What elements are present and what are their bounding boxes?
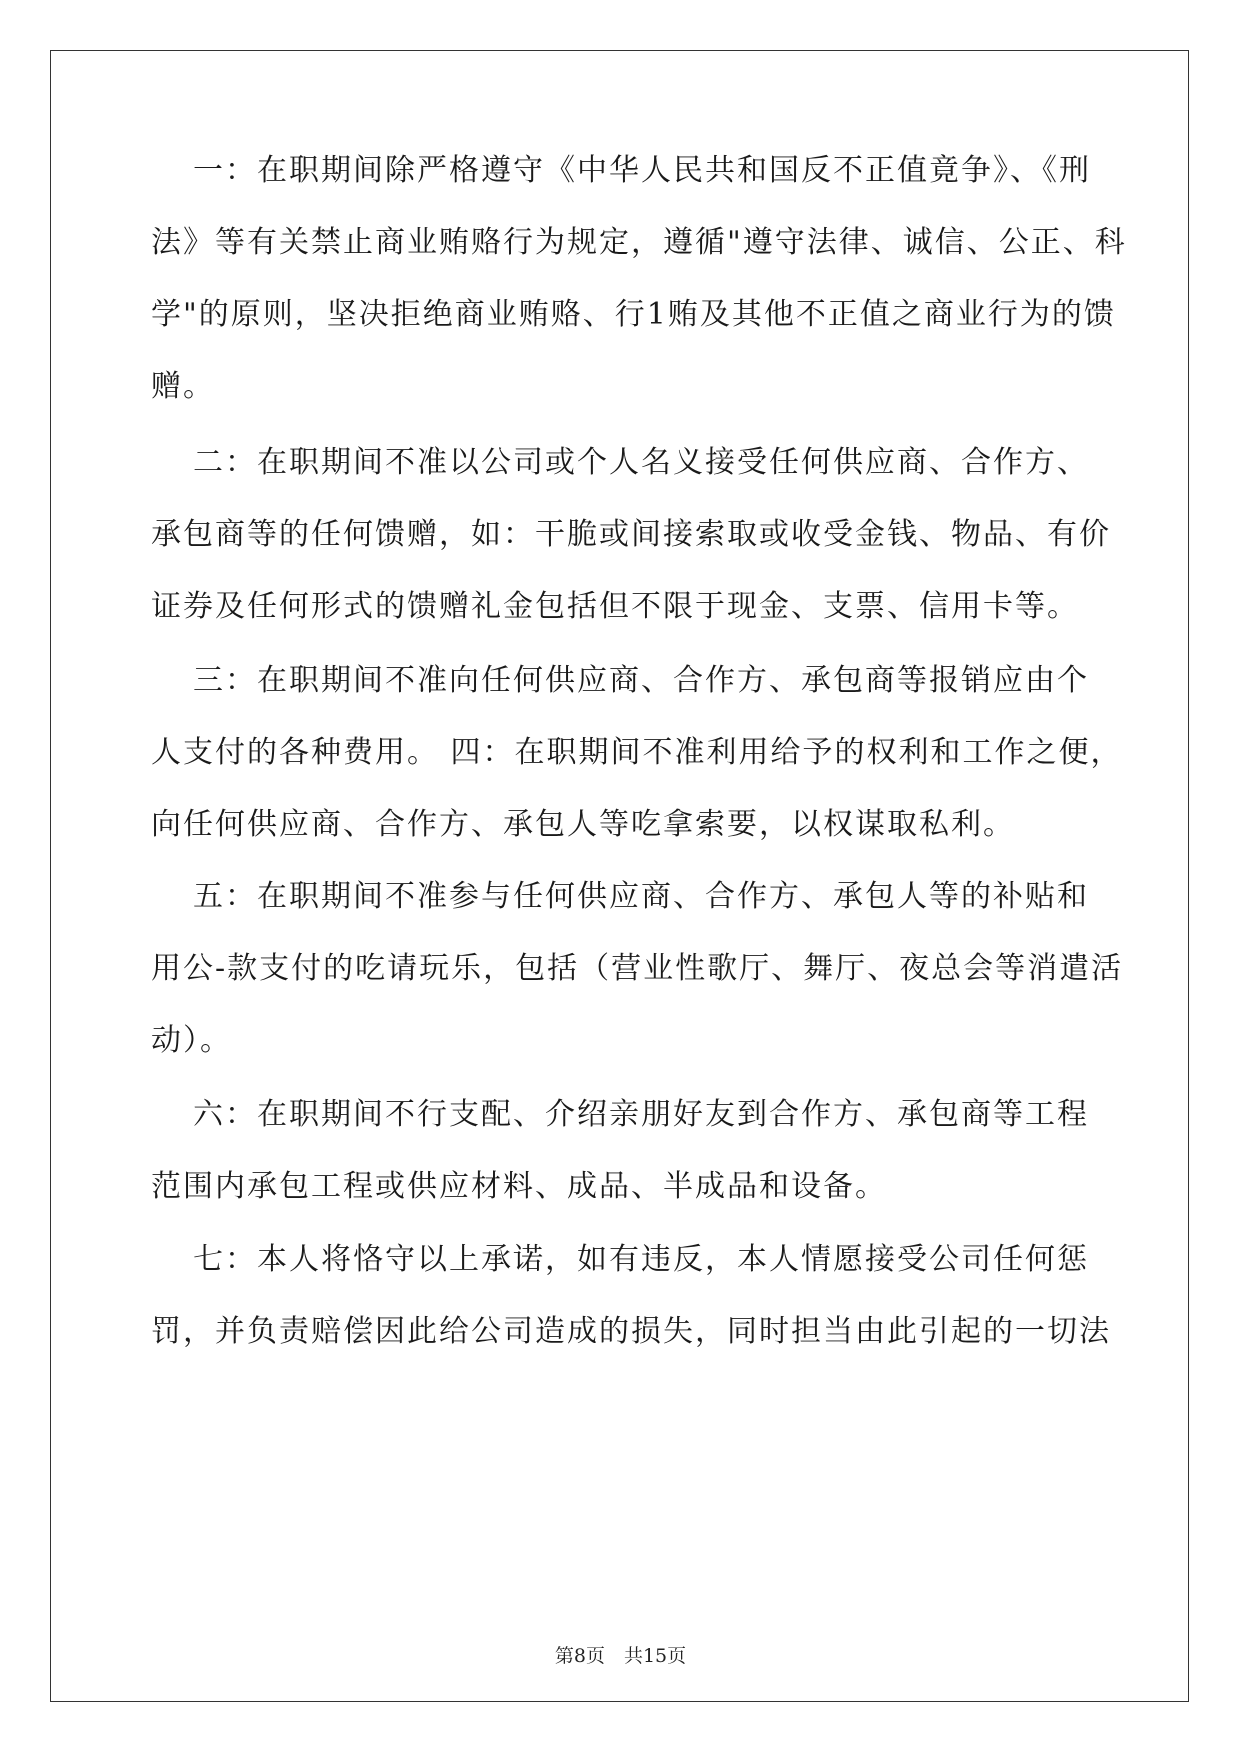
paragraph-2-line-1: 二：在职期间不准以公司或个人名义接受任何供应商、合作方、 bbox=[193, 445, 1089, 480]
paragraph-6-line-2: 罚，并负责赔偿因此给公司造成的损失，同时担当由此引起的一切法 bbox=[151, 1314, 1111, 1349]
paragraph-6-line-1: 七：本人将恪守以上承诺，如有违反，本人情愿接受公司任何惩 bbox=[193, 1242, 1089, 1277]
paragraph-1-line-4: 赠。 bbox=[151, 369, 215, 404]
paragraph-4-line-1: 五：在职期间不准参与任何供应商、合作方、承包人等的补贴和 bbox=[193, 879, 1089, 914]
paragraph-1-line-2: 法》等有关禁止商业贿赂行为规定，遵循"遵守法律、诚信、公正、科 bbox=[151, 225, 1127, 260]
paragraph-4-line-2: 用公-款支付的吃请玩乐，包括（营业性歌厅、舞厅、夜总会等消遣活 bbox=[151, 951, 1124, 986]
paragraph-3-line-3: 向任何供应商、合作方、承包人等吃拿索要，以权谋取私利。 bbox=[151, 807, 1015, 842]
paragraph-5-line-2: 范围内承包工程或供应材料、成品、半成品和设备。 bbox=[151, 1169, 887, 1204]
paragraph-4-line-3: 动）。 bbox=[151, 1023, 232, 1058]
paragraph-3-line-2: 人支付的各种费用。 四：在职期间不准利用给予的权利和工作之便， bbox=[151, 735, 1123, 770]
page-number-footer: 第8页 共15页 bbox=[554, 1645, 687, 1667]
paragraph-1-line-1: 一：在职期间除严格遵守《中华人民共和国反不正值竟争》、《刑 bbox=[193, 153, 1091, 188]
paragraph-5-line-1: 六：在职期间不行支配、介绍亲朋好友到合作方、承包商等工程 bbox=[193, 1097, 1089, 1132]
paragraph-2-line-3: 证券及任何形式的馈赠礼金包括但不限于现金、支票、信用卡等。 bbox=[151, 589, 1079, 624]
paragraph-2-line-2: 承包商等的任何馈赠，如：干脆或间接索取或收受金钱、物品、有价 bbox=[151, 517, 1111, 552]
paragraph-3-line-1: 三：在职期间不准向任何供应商、合作方、承包商等报销应由个 bbox=[193, 663, 1089, 698]
paragraph-1-line-3: 学"的原则，坚决拒绝商业贿赂、行1贿及其他不正值之商业行为的馈 bbox=[151, 297, 1116, 332]
